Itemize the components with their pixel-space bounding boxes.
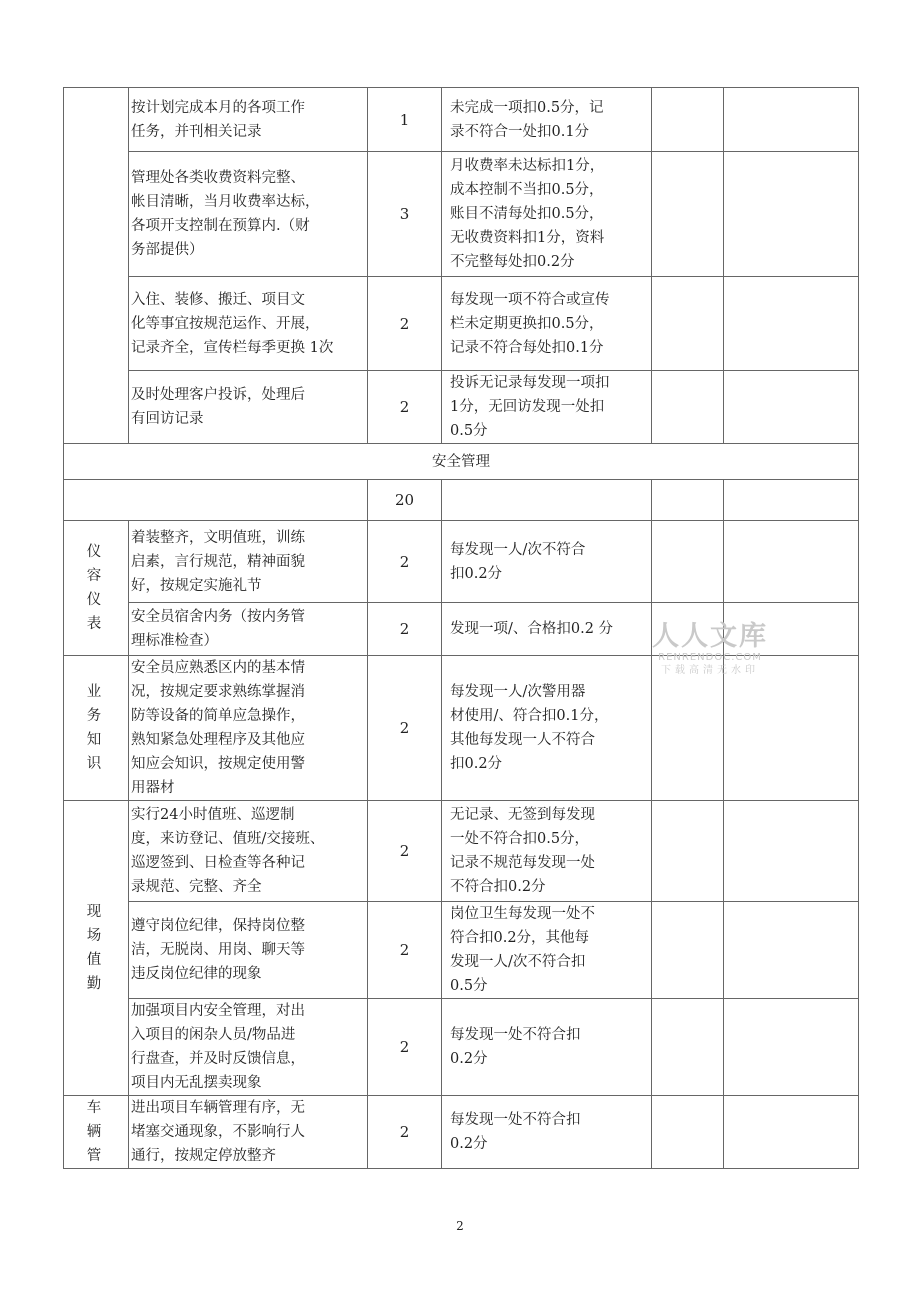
empty-cell (724, 1096, 859, 1169)
table-row (64, 277, 859, 371)
category-cell: 现 场 值 勤 (64, 801, 129, 1096)
content-cell: 安全员应熟悉区内的基本情 况，按规定要求熟练掌握消 防等设备的简单应急操作， 熟知紧急处理程序及其他应 知应会知识，按规定使用警 用器材 (129, 656, 368, 801)
section-title: 安全管理 (64, 444, 859, 480)
score-cell: 2 (368, 1096, 442, 1169)
empty-cell (652, 999, 724, 1096)
criteria-cell: 无记录、无签到每发现 一处不符合扣0.5分， 记录不规范每发现一处 不符合扣0.2分 (442, 801, 652, 902)
content-cell: 加强项目内安全管理，对出 入项目的闲杂人员/物品进 行盘查，并及时反馈信息， 项目内无乱摆卖现象 (129, 999, 368, 1096)
watermark (648, 622, 772, 678)
watermark-url: RENRENDOC.COM (658, 652, 762, 663)
content-cell: 按计划完成本月的各项工作 任务，并刊相关记录 (129, 88, 368, 152)
criteria-cell: 发现一项/、合格扣0.2 分 (442, 603, 652, 656)
table-row (64, 152, 859, 277)
criteria-cell: 岗位卫生每发现一处不 符合扣0.2分，其他每 发现一人/次不符合扣 0.5分 (442, 902, 652, 999)
empty-cell (652, 277, 724, 371)
content-cell: 管理处各类收费资料完整、 帐目清晰，当月收费率达标， 各项开支控制在预算内.（财 务部提供） (129, 152, 368, 277)
score-cell: 2 (368, 521, 442, 603)
score-cell: 2 (368, 999, 442, 1096)
empty-cell (652, 1096, 724, 1169)
score-cell: 2 (368, 371, 442, 444)
empty-cell (724, 371, 859, 444)
score-cell: 1 (368, 88, 442, 152)
empty-cell (724, 999, 859, 1096)
empty-cell (652, 902, 724, 999)
content-cell: 着装整齐，文明值班，训练 启素，言行规范，精神面貌 好，按规定实施礼节 (129, 521, 368, 603)
table-row (64, 1096, 859, 1169)
criteria-cell: 每发现一人/次警用器 材使用/、符合扣0.1分， 其他每发现一人不符合 扣0.2分 (442, 656, 652, 801)
empty-cell (652, 152, 724, 277)
criteria-cell: 每发现一处不符合扣 0.2分 (442, 999, 652, 1096)
criteria-cell: 未完成一项扣0.5分，记 录不符合一处扣0.1分 (442, 88, 652, 152)
criteria-cell: 每发现一项不符合或宣传 栏未定期更换扣0.5分， 记录不符合每处扣0.1分 (442, 277, 652, 371)
watermark-slogan: 下载高清无水印 (661, 665, 759, 676)
category-cell (64, 88, 129, 444)
empty-cell (652, 88, 724, 152)
score-cell: 2 (368, 656, 442, 801)
section-total: 20 (368, 480, 442, 521)
section-total-row (64, 480, 859, 521)
table-row (64, 999, 859, 1096)
empty-cell (652, 801, 724, 902)
table-row (64, 801, 859, 902)
empty-cell (64, 480, 368, 521)
criteria-cell: 每发现一处不符合扣 0.2分 (442, 1096, 652, 1169)
category-cell: 车 辆 管 (64, 1096, 129, 1169)
empty-cell (724, 88, 859, 152)
score-cell: 2 (368, 902, 442, 999)
empty-cell (724, 480, 859, 521)
content-cell: 进出项目车辆管理有序，无 堵塞交通现象，不影响行人 通行，按规定停放整齐 (129, 1096, 368, 1169)
empty-cell (652, 480, 724, 521)
empty-cell (724, 277, 859, 371)
criteria-cell: 投诉无记录每发现一项扣 1分，无回访发现一处扣 0.5分 (442, 371, 652, 444)
criteria-cell: 月收费率未达标扣1分， 成本控制不当扣0.5分， 账目不清每处扣0.5分， 无收费资料扣1分，资料 不完整每处扣0.2分 (442, 152, 652, 277)
content-cell: 实行24小时值班、巡逻制 度，来访登记、值班/交接班、 巡逻签到、日检查等各种记 录规范、完整、齐全 (129, 801, 368, 902)
watermark-title: 人人文库 (652, 621, 768, 652)
empty-cell (724, 152, 859, 277)
score-cell: 2 (368, 801, 442, 902)
page-number: 2 (456, 1219, 464, 1233)
table-row (64, 88, 859, 152)
empty-cell (442, 480, 652, 521)
content-cell: 及时处理客户投诉，处理后 有回访记录 (129, 371, 368, 444)
table-row (64, 521, 859, 603)
table-row (64, 902, 859, 999)
category-cell: 仪 容 仪 表 (64, 521, 129, 656)
score-cell: 2 (368, 603, 442, 656)
empty-cell (724, 521, 859, 603)
category-cell: 业 务 知 识 (64, 656, 129, 801)
table-row (64, 371, 859, 444)
content-cell: 遵守岗位纪律，保持岗位整 洁，无脱岗、用岗、聊天等 违反岗位纪律的现象 (129, 902, 368, 999)
empty-cell (724, 902, 859, 999)
content-cell: 入住、装修、搬迁、项目文 化等事宜按规范运作、开展， 记录齐全，宣传栏每季更换 1次 (129, 277, 368, 371)
criteria-cell: 每发现一人/次不符合 扣0.2分 (442, 521, 652, 603)
empty-cell (652, 371, 724, 444)
content-cell: 安全员宿舍内务（按内务管 理标准检查） (129, 603, 368, 656)
score-cell: 2 (368, 277, 442, 371)
empty-cell (724, 801, 859, 902)
score-cell: 3 (368, 152, 442, 277)
empty-cell (652, 521, 724, 603)
section-row (64, 444, 859, 480)
